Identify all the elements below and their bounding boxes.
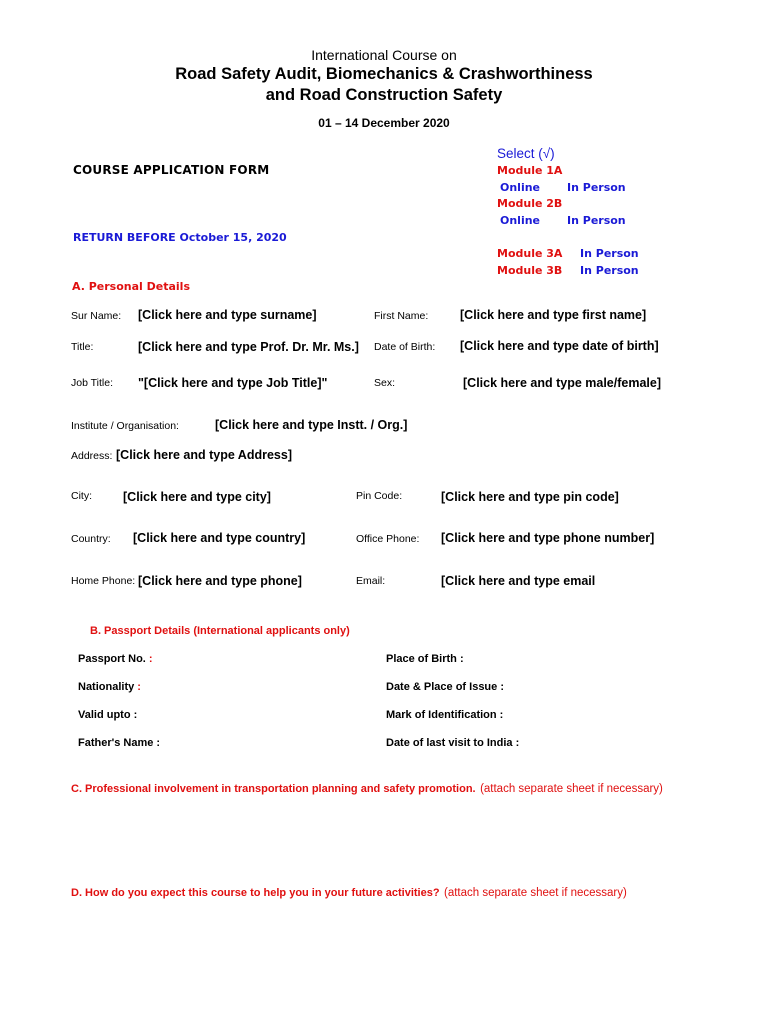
passport-no-label	[78, 653, 153, 665]
section-d-heading: D. How do you expect this course to help you in your future activities?	[71, 887, 440, 899]
passport-no-colon: :	[148, 653, 153, 665]
surname-label: Sur Name:	[71, 310, 122, 322]
sex-label: Sex:	[374, 377, 396, 389]
first-name-label: First Name:	[374, 310, 429, 322]
last-visit-india-label: Date of last visit to India :	[386, 737, 520, 749]
course-title-line1: Road Safety Audit, Biomechanics & Crashworthiness	[175, 65, 593, 83]
pin-code-field[interactable]: [Click here and type pin code]	[441, 490, 619, 504]
module-1a-online-option[interactable]: Online	[500, 181, 541, 194]
address-field[interactable]: [Click here and type Address]	[116, 448, 292, 462]
date-of-birth-field[interactable]: [Click here and type date of birth]	[460, 339, 659, 353]
module-3a-in-person-option[interactable]: In Person	[580, 247, 639, 260]
job-title-label: Job Title:	[71, 377, 114, 389]
course-line: International Course on	[311, 47, 457, 63]
surname-field[interactable]: [Click here and type surname]	[138, 308, 317, 322]
passport-details-heading: B. Passport Details (International applicants only)	[90, 625, 350, 637]
city-field[interactable]: [Click here and type city]	[123, 490, 271, 504]
course-dates: 01 – 14 December 2020	[318, 116, 450, 130]
mark-of-identification-label: Mark of Identification :	[386, 709, 504, 721]
section-c	[71, 779, 663, 797]
module-3b-label: Module 3B	[497, 264, 563, 277]
course-title-line2: and Road Construction Safety	[265, 86, 503, 104]
address-label: Address:	[71, 450, 113, 462]
job-title-field[interactable]: "[Click here and type Job Title]"	[138, 376, 328, 390]
city-label: City:	[71, 490, 92, 502]
date-of-birth-label: Date of Birth:	[374, 341, 436, 353]
nationality-text: Nationality	[78, 681, 135, 693]
date-place-issue-label: Date & Place of Issue :	[386, 681, 504, 693]
select-label: Select (√)	[497, 146, 555, 161]
home-phone-label: Home Phone:	[71, 575, 136, 587]
module-1a-in-person-option[interactable]: In Person	[567, 181, 626, 194]
section-c-heading: C. Professional involvement in transportation planning and safety promotion.	[71, 783, 476, 795]
passport-no-text: Passport No.	[78, 653, 146, 665]
section-d	[71, 883, 627, 901]
section-d-note: (attach separate sheet if necessary)	[444, 887, 627, 899]
office-phone-label: Office Phone:	[356, 533, 420, 545]
fathers-name-label: Father's Name :	[78, 737, 161, 749]
title-field[interactable]: [Click here and type Prof. Dr. Mr. Ms.]	[138, 340, 359, 354]
country-label: Country:	[71, 533, 111, 545]
home-phone-field[interactable]: [Click here and type phone]	[138, 574, 302, 588]
institute-field[interactable]: [Click here and type Instt. / Org.]	[215, 418, 408, 432]
return-before: RETURN BEFORE October 15, 2020	[73, 231, 287, 244]
personal-details-heading: A. Personal Details	[72, 280, 190, 293]
first-name-field[interactable]: [Click here and type first name]	[460, 308, 647, 322]
module-3a-label: Module 3A	[497, 247, 563, 260]
sex-field[interactable]: [Click here and type male/female]	[463, 376, 661, 390]
section-c-note: (attach separate sheet if necessary)	[480, 783, 663, 795]
form-title: COURSE APPLICATION FORM	[73, 163, 270, 177]
institute-label: Institute / Organisation:	[71, 420, 179, 432]
email-field[interactable]: [Click here and type email	[441, 574, 596, 588]
nationality-colon: :	[137, 681, 141, 693]
office-phone-field[interactable]: [Click here and type phone number]	[441, 531, 655, 545]
title-label: Title:	[71, 341, 94, 353]
module-1a-label: Module 1A	[497, 164, 563, 177]
module-2b-in-person-option[interactable]: In Person	[567, 214, 626, 227]
place-of-birth-label: Place of Birth :	[386, 653, 464, 665]
country-field[interactable]: [Click here and type country]	[133, 531, 306, 545]
module-3b-in-person-option[interactable]: In Person	[580, 264, 639, 277]
valid-upto-label: Valid upto :	[78, 709, 138, 721]
module-2b-online-option[interactable]: Online	[500, 214, 541, 227]
module-2b-label: Module 2B	[497, 197, 563, 210]
nationality-label	[78, 681, 141, 693]
pin-code-label: Pin Code:	[356, 490, 403, 502]
email-label: Email:	[356, 575, 386, 587]
